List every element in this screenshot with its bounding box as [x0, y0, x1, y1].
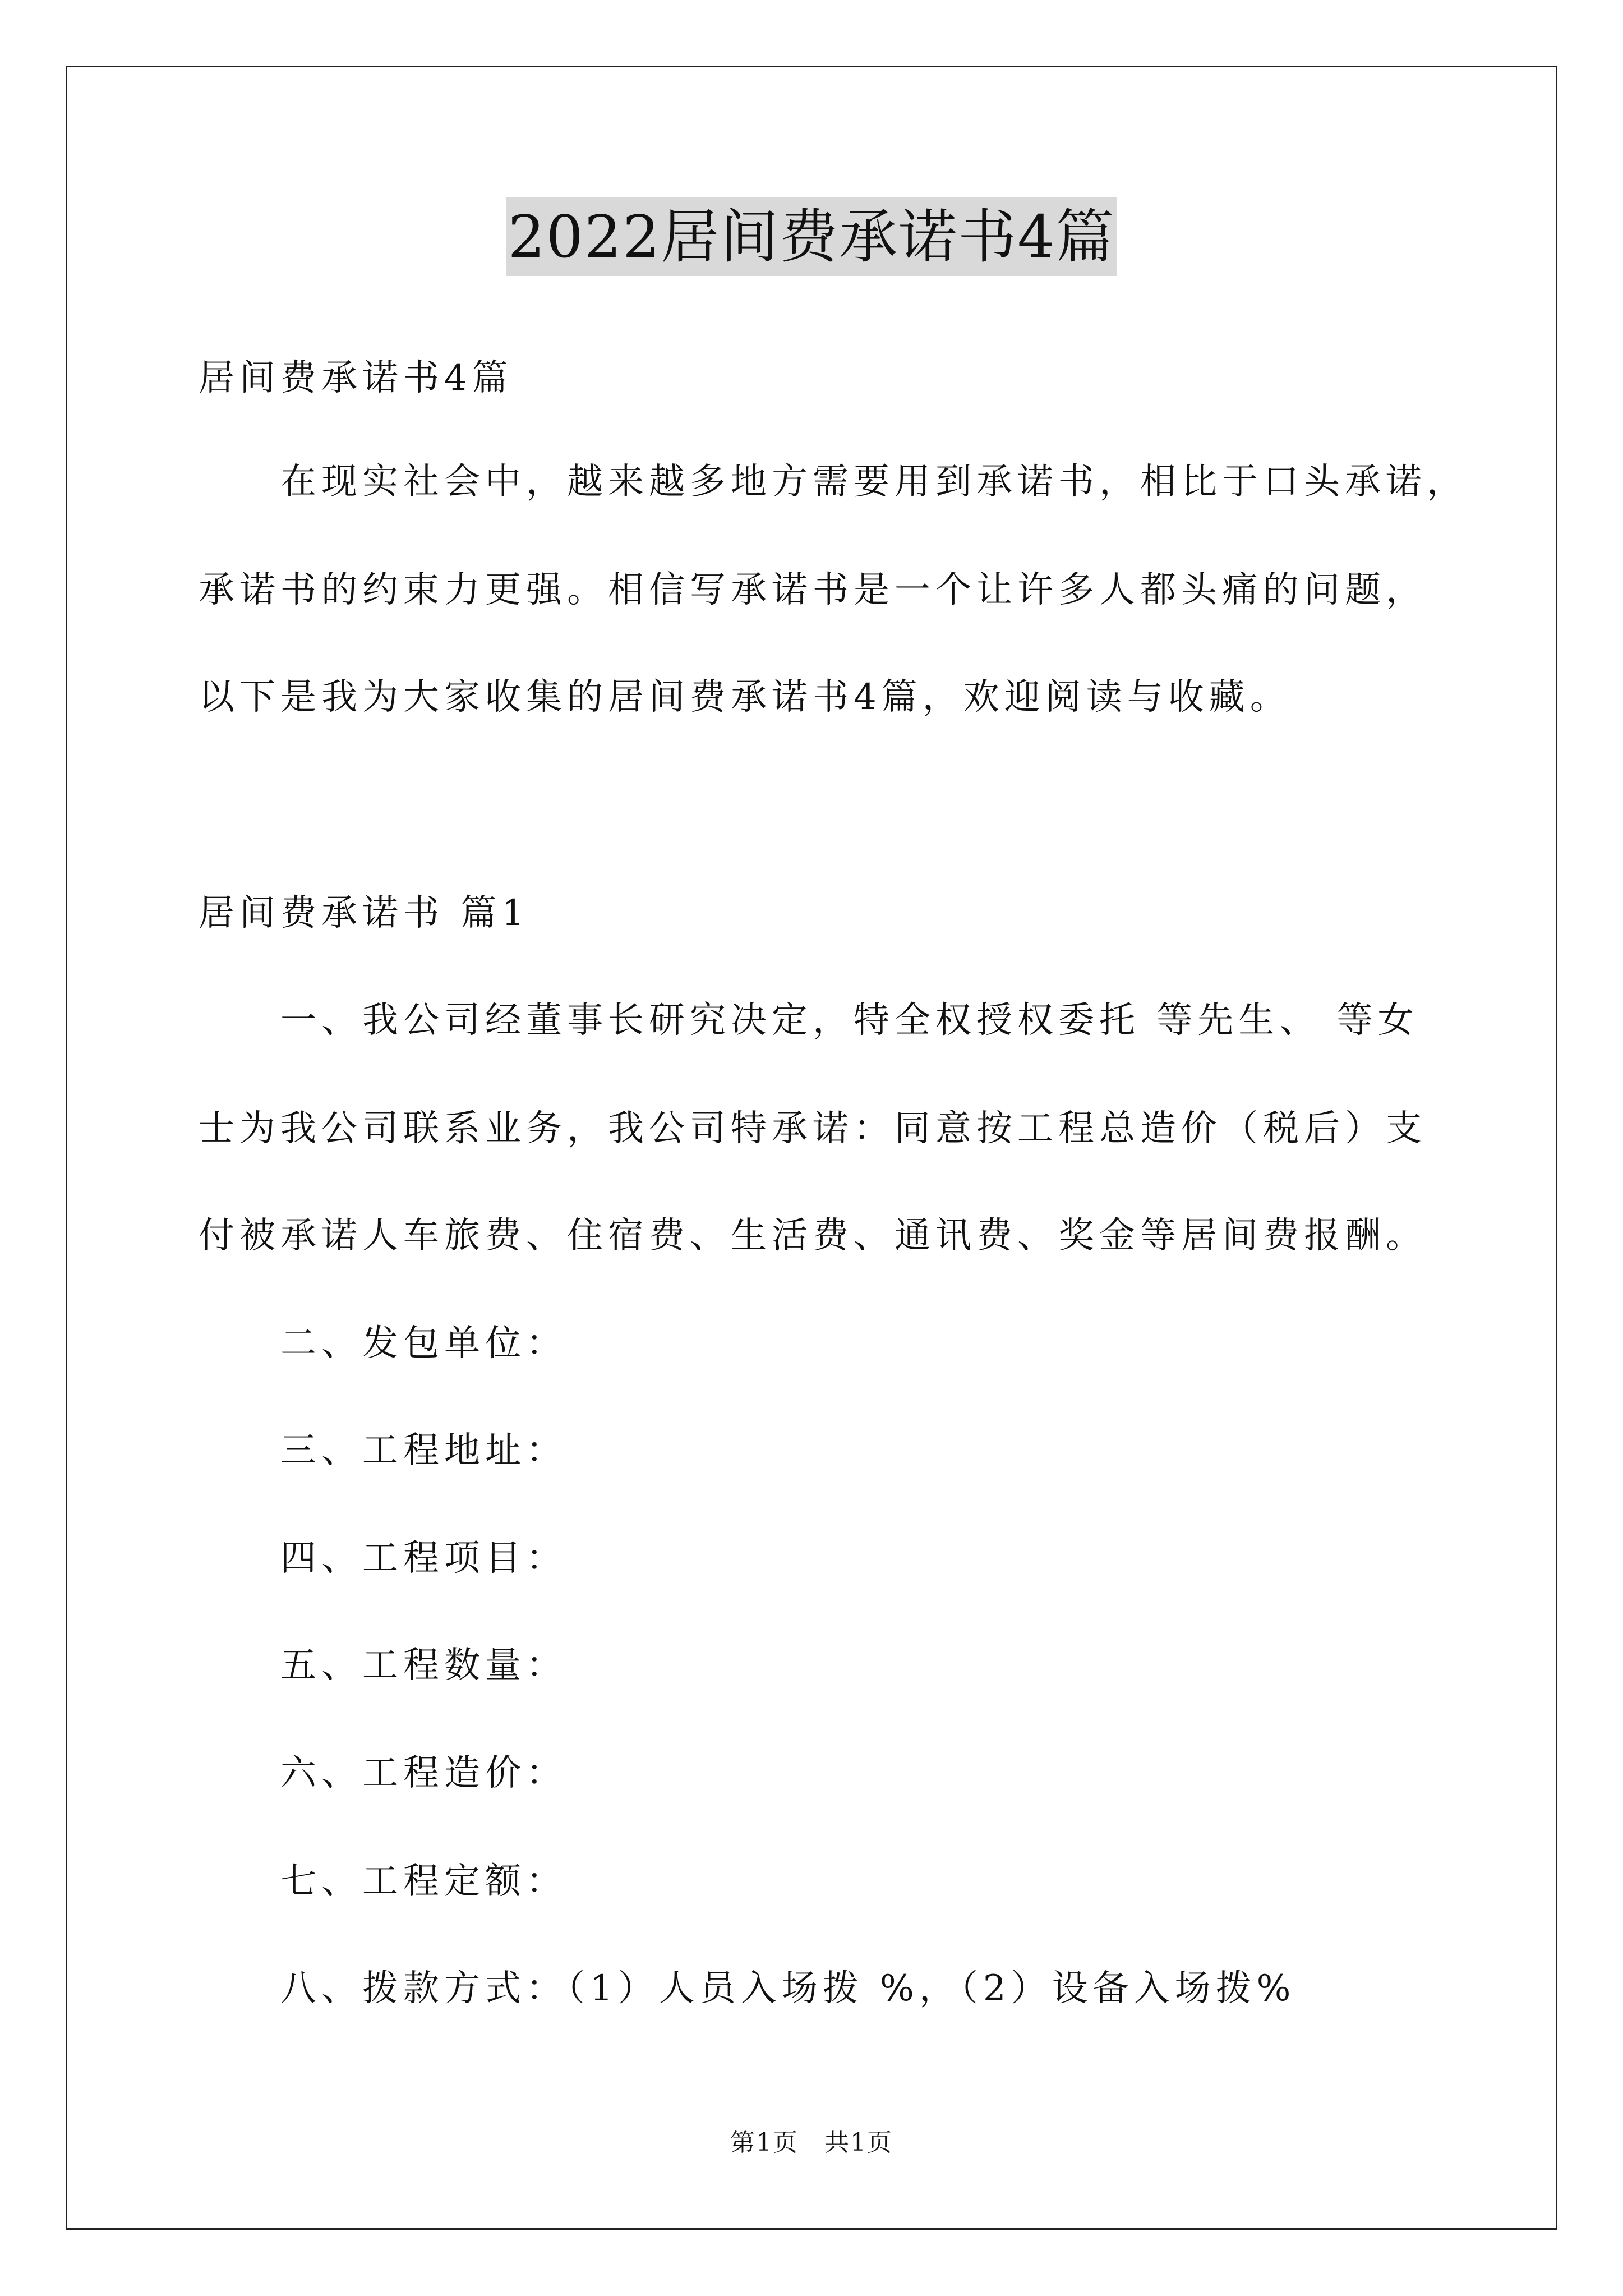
clause-item: 七、工程定额：: [280, 1861, 567, 1902]
intro-line: 以下是我为大家收集的居间费承诺书4篇，欢迎阅读与收藏。: [199, 677, 1291, 718]
document-title: 2022居间费承诺书4篇: [506, 197, 1118, 276]
document-subtitle: 居间费承诺书4篇: [199, 357, 513, 399]
clause-line: 一、我公司经董事长研究决定，特全权授权委托 等先生、 等女: [280, 1000, 1419, 1041]
section-heading: 居间费承诺书 篇1: [199, 892, 530, 934]
clause-item: 八、拨款方式：（1）人员入场拨 %，（2）设备入场拨%: [280, 1968, 1296, 2009]
clause-item: 五、工程数量：: [280, 1645, 567, 1686]
intro-line: 承诺书的约束力更强。相信写承诺书是一个让许多人都头痛的问题，: [199, 569, 1427, 611]
clause-item: 六、工程造价：: [280, 1752, 567, 1794]
clause-item: 三、工程地址：: [280, 1430, 567, 1471]
clause-line: 付被承诺人车旅费、住宿费、生活费、通讯费、奖金等居间费报酬。: [199, 1215, 1427, 1257]
clause-line: 士为我公司联系业务，我公司特承诺：同意按工程总造价（税后）支: [199, 1108, 1427, 1149]
intro-line: 在现实社会中，越来越多地方需要用到承诺书，相比于口头承诺，: [280, 461, 1468, 503]
clause-item: 四、工程项目：: [280, 1538, 567, 1579]
title-container: [0, 197, 1623, 276]
page-footer: 第1页 共1页: [730, 2128, 893, 2157]
clause-item: 二、发包单位：: [280, 1323, 567, 1364]
